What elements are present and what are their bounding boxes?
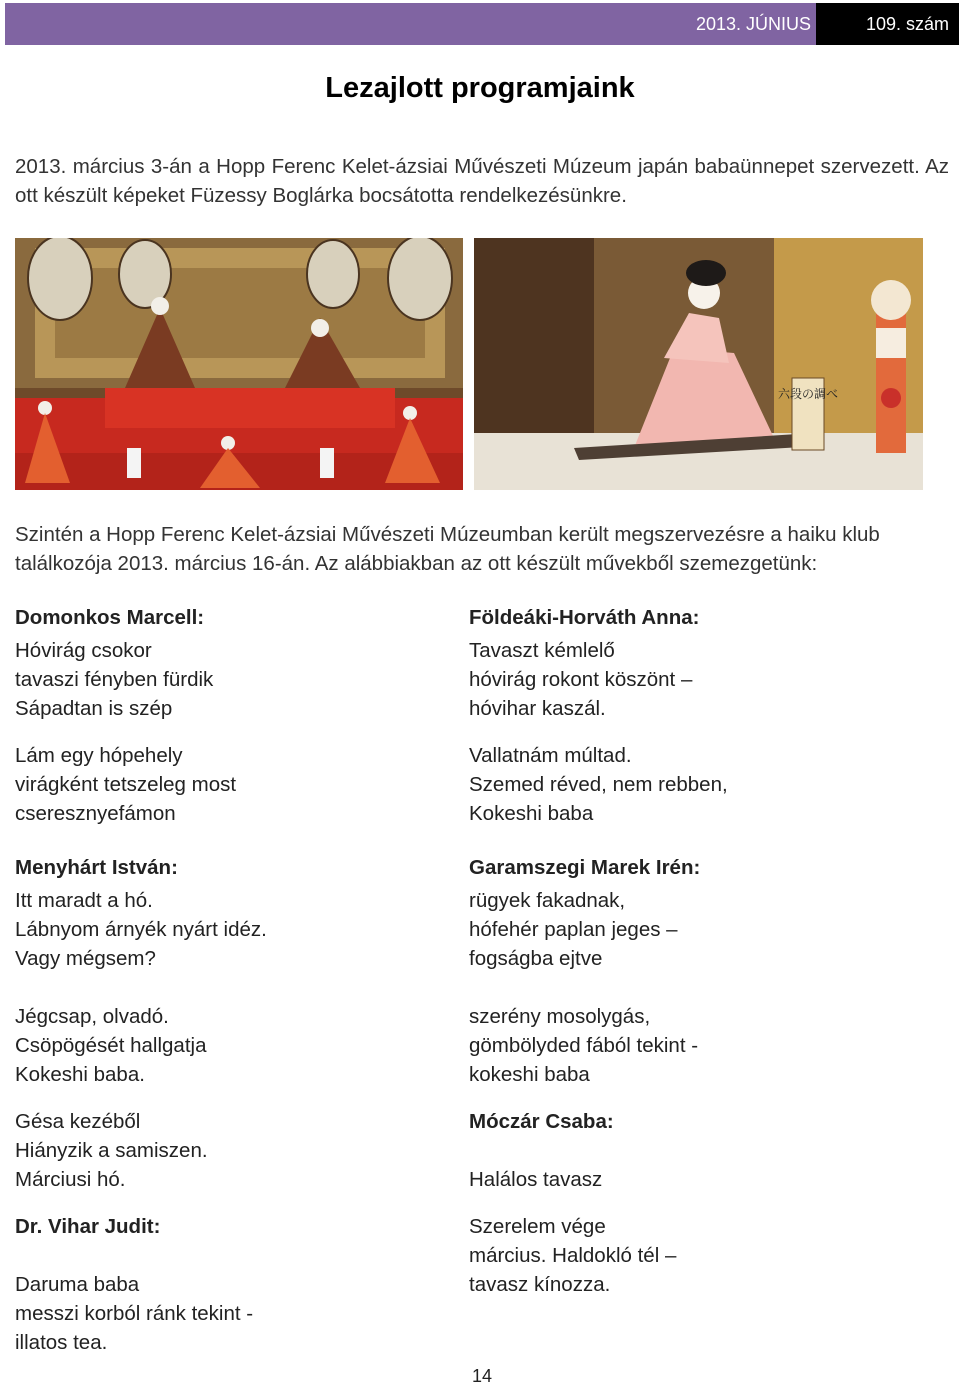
page-title: Lezajlott programjaink xyxy=(325,72,635,104)
haiku-line: Daruma baba xyxy=(15,1273,140,1296)
haiku-line: messzi korból ránk tekint - xyxy=(15,1302,254,1325)
haiku-line: Sápadtan is szép xyxy=(15,697,173,720)
haiku-line: Vagy mégsem? xyxy=(15,947,156,970)
haiku-line: gömbölyded fából tekint - xyxy=(469,1034,699,1057)
haiku-line: Lábnyom árnyék nyárt idéz. xyxy=(15,918,267,941)
haiku-line: Halálos tavasz xyxy=(469,1168,603,1191)
issue-number: 109. szám xyxy=(816,3,959,45)
author-name: Földeáki-Horváth Anna: xyxy=(469,606,700,629)
haiku-line: Kokeshi baba. xyxy=(15,1063,145,1086)
haiku-line: Itt maradt a hó. xyxy=(15,889,153,912)
haiku-line: Hiányzik a samiszen. xyxy=(15,1139,208,1162)
author-name: Móczár Csaba: xyxy=(469,1110,614,1133)
haiku-line: virágként tetszeleg most xyxy=(15,773,237,796)
haiku-column-right xyxy=(469,603,939,1299)
haiku-line: Vallatnám múltad. xyxy=(469,744,632,767)
author-name: Menyhárt István: xyxy=(15,856,178,879)
haiku-line: cseresznyefámon xyxy=(15,802,176,825)
haiku-line: Csöpögését hallgatja xyxy=(15,1034,207,1057)
haiku-column-left xyxy=(15,603,445,1357)
haiku-line: illatos tea. xyxy=(15,1331,108,1354)
photo-label: 六段の調べ xyxy=(777,387,839,401)
haiku-line: Hóvirág csokor xyxy=(15,639,152,662)
author-name: Garamszegi Marek Irén: xyxy=(469,856,701,879)
haiku-line: Gésa kezéből xyxy=(15,1110,141,1133)
geisha-doll-photo xyxy=(474,238,923,490)
haiku-line: rügyek fakadnak, xyxy=(469,889,626,912)
header-bar xyxy=(5,3,959,45)
haiku-line: kokeshi baba xyxy=(469,1063,590,1086)
haiku-line: Szemed réved, nem rebben, xyxy=(469,773,728,796)
haiku-line: Lám egy hópehely xyxy=(15,744,183,767)
author-name: Domonkos Marcell: xyxy=(15,606,205,629)
haiku-line: Jégcsap, olvadó. xyxy=(15,1005,169,1028)
haiku-line: hóvihar kaszál. xyxy=(469,697,606,720)
haiku-line: tavasz kínozza. xyxy=(469,1273,611,1296)
haiku-line: március. Haldokló tél – xyxy=(469,1244,677,1267)
hina-dolls-photo xyxy=(15,238,463,490)
haiku-line: hófehér paplan jeges – xyxy=(469,918,678,941)
issue-date: 2013. JÚNIUS xyxy=(695,14,811,34)
haiku-line: szerény mosolygás, xyxy=(469,1005,651,1028)
haiku-line: hóvirág rokont köszönt – xyxy=(469,668,693,691)
haiku-line: fogságba ejtve xyxy=(469,947,603,970)
haiku-line: Tavaszt kémlelő xyxy=(469,639,615,662)
author-name: Dr. Vihar Judit: xyxy=(15,1215,161,1238)
haiku-club-intro: Szintén a Hopp Ferenc Kelet-ázsiai Művészeti Múzeumban került megszervezésre a haiku klub találkozója 2013. március 16-án. Az alábbiakban az ott készült művekből szemezgetünk: xyxy=(15,523,880,575)
haiku-line: Márciusi hó. xyxy=(15,1168,126,1191)
page-number: 14 xyxy=(472,1366,493,1386)
intro-paragraph: 2013. március 3-án a Hopp Ferenc Kelet-ázsiai Művészeti Múzeum japán babaünnepet szervezett. Az ott készült képeket Füzessy Boglárka bocsátotta rendelkezésünkre. xyxy=(15,155,949,207)
haiku-line: tavaszi fényben fürdik xyxy=(15,668,214,691)
haiku-line: Szerelem vége xyxy=(469,1215,606,1238)
haiku-line: Kokeshi baba xyxy=(469,802,594,825)
